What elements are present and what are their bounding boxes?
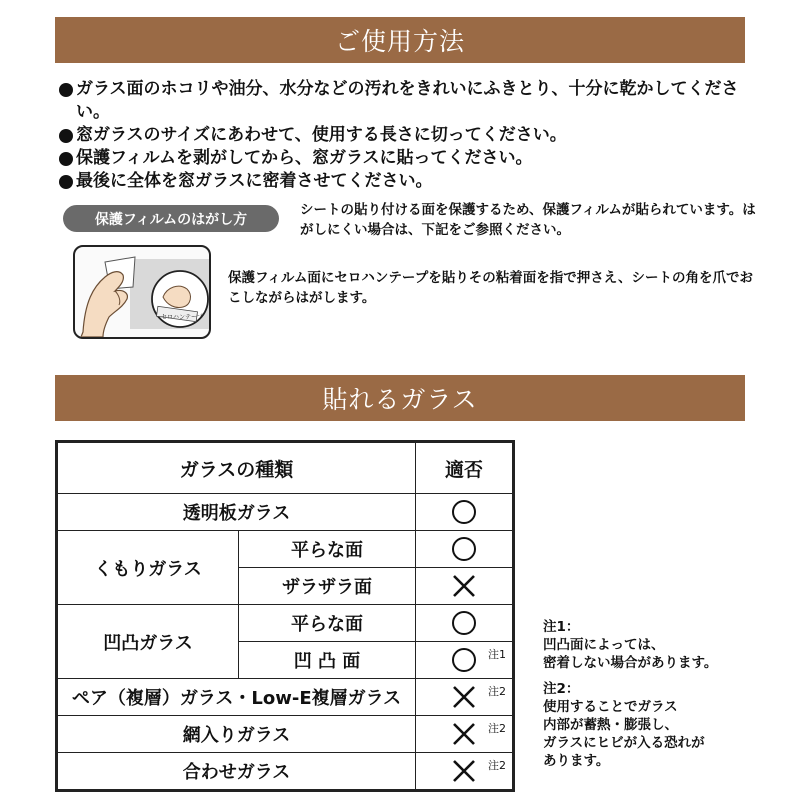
suitability-cell <box>416 642 514 679</box>
footnotes <box>543 618 783 778</box>
glass-type-cell: 合わせガラス <box>57 753 416 791</box>
table-row <box>57 531 514 568</box>
suitability-cell <box>416 494 514 531</box>
glass-type-cell: 透明板ガラス <box>57 494 416 531</box>
glass-subtype-cell: 平らな面 <box>239 605 416 642</box>
cross-mark-icon <box>451 573 477 599</box>
hand-peeling-illustration <box>75 247 209 337</box>
table-row <box>57 753 514 791</box>
peel-illustration <box>73 245 211 339</box>
glass-type-cell: 網入りガラス <box>57 716 416 753</box>
suitability-cell <box>416 679 514 716</box>
note-text: 内部が蓄熱・膨張し、 <box>543 717 678 733</box>
note-reference: 注2 <box>488 759 506 772</box>
peel-method-label: 保護フィルムのはがし方 <box>63 205 279 232</box>
header-suitability: 適否 <box>416 442 514 494</box>
note-title: 注1： <box>543 619 580 635</box>
circle-mark-icon <box>451 647 477 673</box>
cross-mark-icon <box>451 721 477 747</box>
suitability-cell <box>416 605 514 642</box>
note-reference: 注2 <box>488 685 506 698</box>
note-text: 使用することでガラス <box>543 699 678 715</box>
usage-step: 最後に全体を窓ガラスに密着させてください。 <box>58 170 748 193</box>
glass-subtype-cell: 平らな面 <box>239 531 416 568</box>
cross-mark-icon <box>451 684 477 710</box>
note-text: あります。 <box>543 753 610 769</box>
circle-mark-icon <box>451 536 477 562</box>
glass-compatibility-table <box>55 440 515 792</box>
note-text: 密着しない場合があります。 <box>543 655 718 671</box>
note-title: 注2： <box>543 681 580 697</box>
cross-mark-icon <box>451 758 477 784</box>
note-text: 凹凸面によっては、 <box>543 637 665 653</box>
usage-step: 窓ガラスのサイズにあわせて、使用する長さに切ってください。 <box>58 124 748 147</box>
note-reference: 注1 <box>488 648 506 661</box>
usage-step: ガラス面のホコリや油分、水分などの汚れをきれいにふきとり、十分に乾かしてください。 <box>58 78 748 124</box>
glass-type-cell: 凹凸ガラス <box>57 605 239 679</box>
glass-subtype-cell: ザラザラ面 <box>239 568 416 605</box>
circle-mark-icon <box>451 499 477 525</box>
table-row <box>57 605 514 642</box>
peel-description: シートの貼り付ける面を保護するため、保護フィルムが貼られています。はがしにくい場合は、下記をご参照ください。 <box>300 202 756 238</box>
suitability-cell <box>416 531 514 568</box>
usage-heading: ご使用方法 <box>55 17 745 63</box>
note-text: ガラスにヒビが入る恐れが <box>543 735 705 751</box>
suitability-cell <box>416 753 514 791</box>
table-row <box>57 716 514 753</box>
peel-instruction: 保護フィルム面にセロハンテープを貼りその粘着面を指で押さえ、シートの角を爪でおこしながらはがします。 <box>228 270 754 306</box>
tape-label: セロハンテープ <box>161 314 203 321</box>
suitability-cell <box>416 716 514 753</box>
table-row <box>57 494 514 531</box>
usage-step: 保護フィルムを剥がしてから、窓ガラスに貼ってください。 <box>58 147 748 170</box>
glass-subtype-cell: 凹 凸 面 <box>239 642 416 679</box>
header-glass-type: ガラスの種類 <box>57 442 416 494</box>
note-2 <box>543 680 783 770</box>
note-reference: 注2 <box>488 722 506 735</box>
note-1 <box>543 618 783 672</box>
circle-mark-icon <box>451 610 477 636</box>
table-row <box>57 679 514 716</box>
table-header-row <box>57 442 514 494</box>
glass-heading: 貼れるガラス <box>55 375 745 421</box>
glass-type-cell: くもりガラス <box>57 531 239 605</box>
glass-type-cell: ペア（複層）ガラス・Low-E複層ガラス <box>57 679 416 716</box>
usage-steps <box>58 78 748 193</box>
suitability-cell <box>416 568 514 605</box>
